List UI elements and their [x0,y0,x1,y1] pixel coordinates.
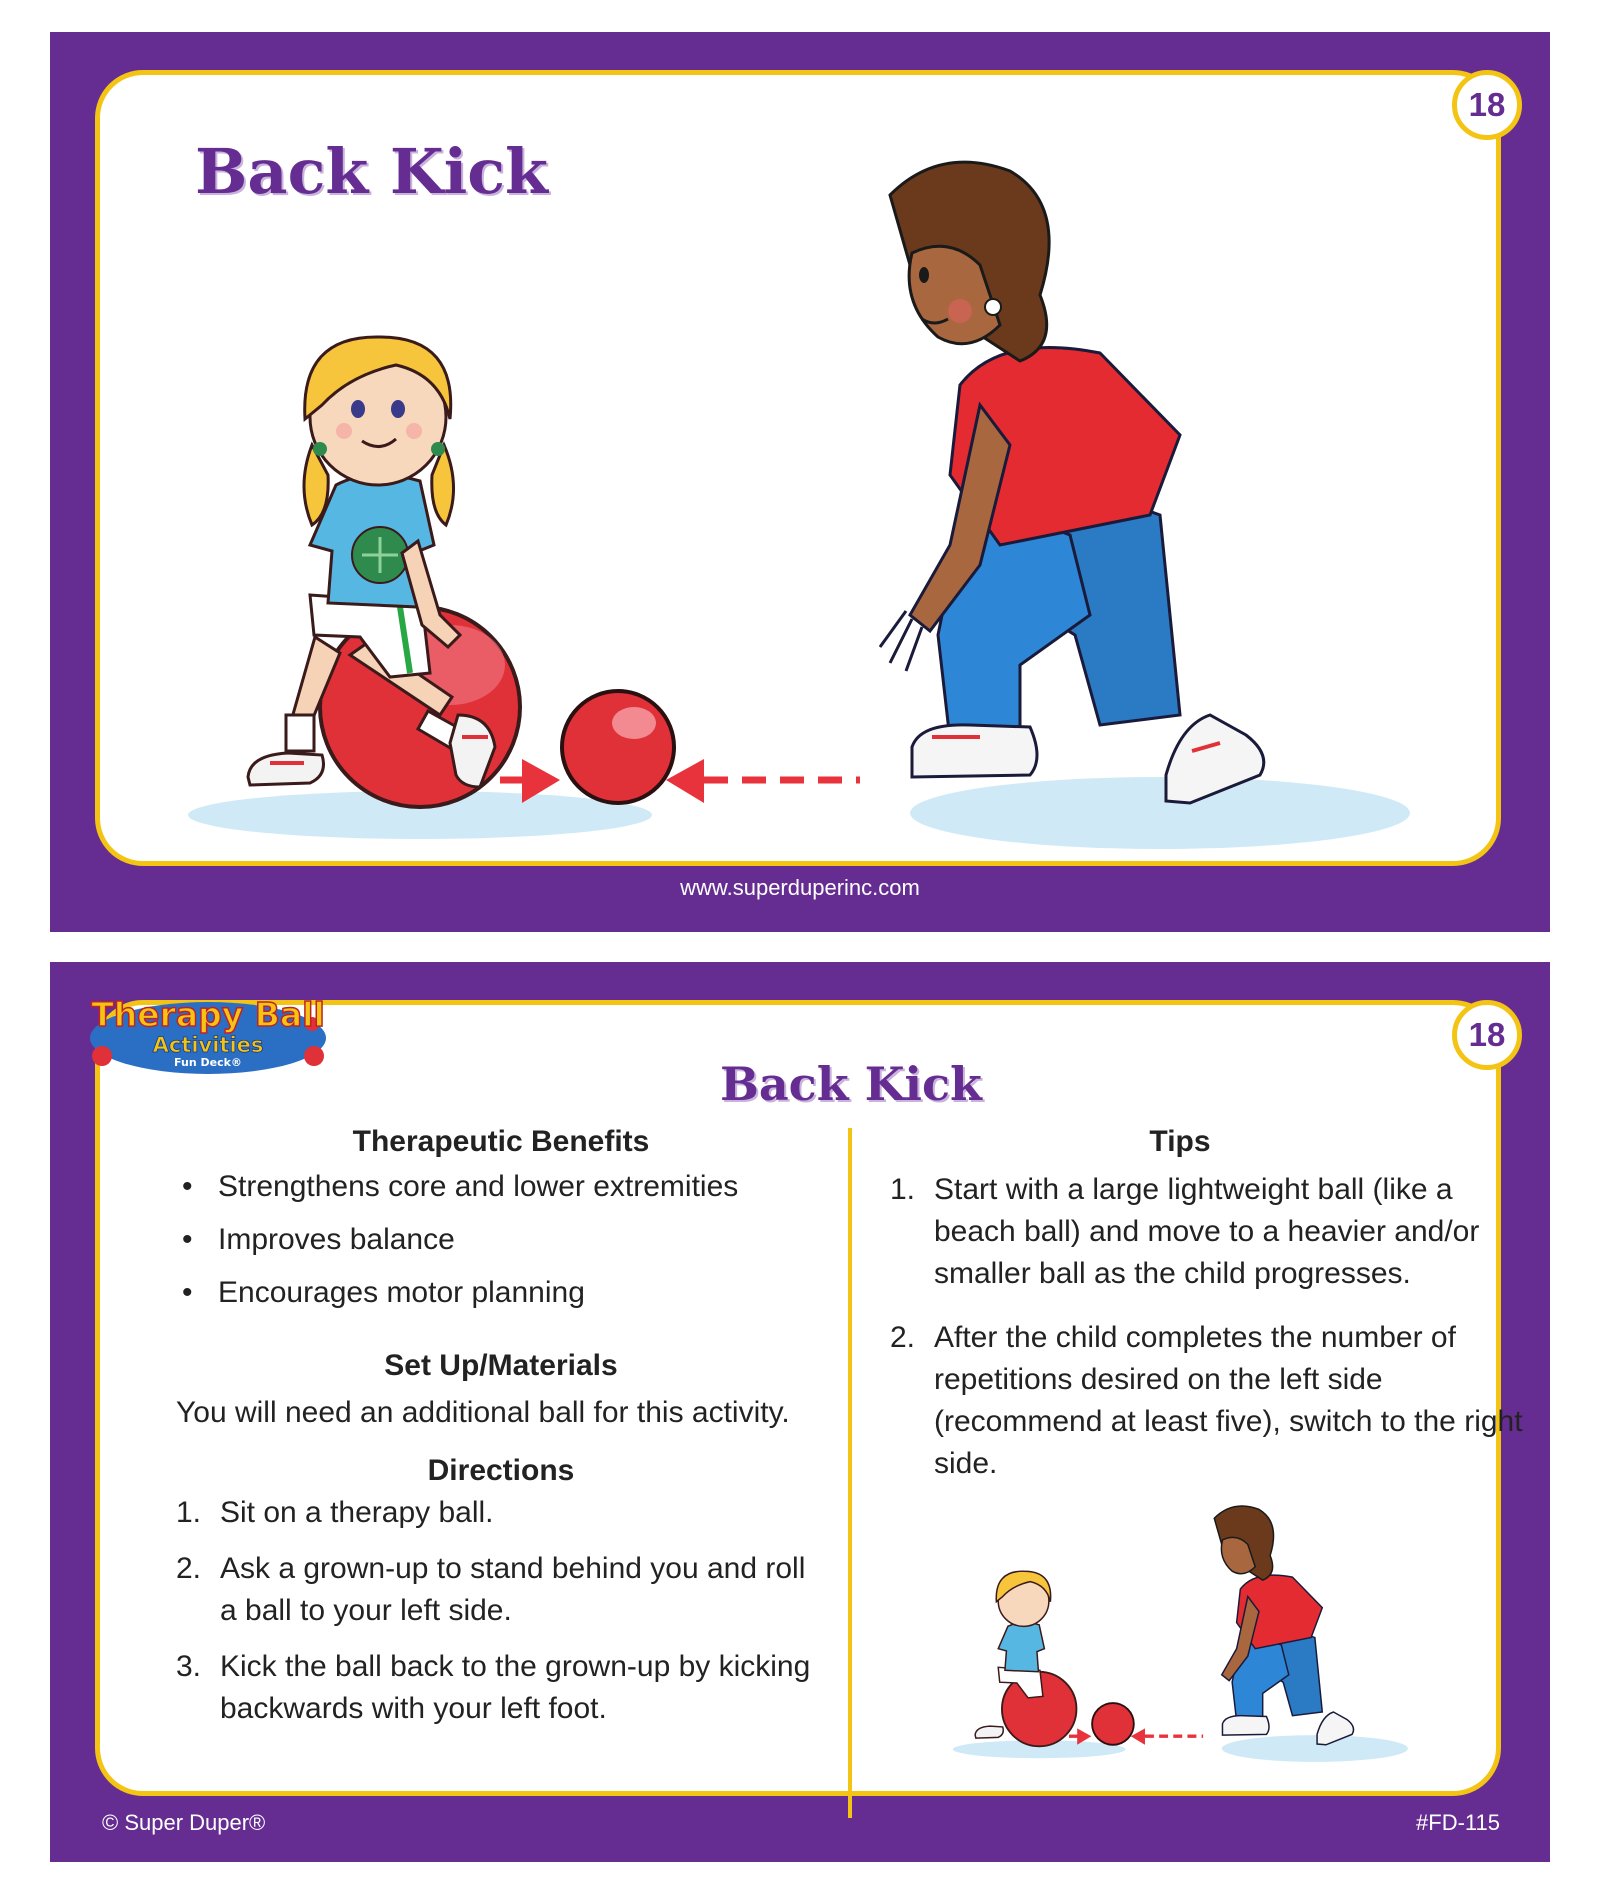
list-item: 1. Sit on a therapy ball. [176,1496,494,1529]
copyright-text: © Super Duper® [102,1810,266,1835]
website-url[interactable]: www.superduperinc.com [680,875,920,900]
floor-shadow-right [910,777,1410,849]
setup-heading: Set Up/Materials [384,1349,618,1382]
back-panel [95,1000,1523,1796]
rolling-ball [562,691,674,803]
back-kick-thumbnail [920,1460,1440,1780]
list-item: • Improves balance [176,1222,826,1258]
card-back [50,962,1550,1862]
column-divider [848,1128,852,1818]
card-number-badge: 18 [1452,70,1522,140]
card-front [50,32,1550,932]
directions-heading: Directions [427,1454,575,1487]
adult-figure [880,162,1264,803]
list-item: 2. Ask a grown-up to stand behind you and roll a ball to your left side. [176,1552,806,1627]
list-item: 3. Kick the ball back to the grown-up by kicking backwards with your left foot. [176,1650,811,1725]
product-code: #FD-115 [1416,1810,1500,1835]
card-number-badge: 18 [1452,1000,1522,1070]
therapy-ball-logo [82,986,334,1080]
list-item: • Strengthens core and lower extremities [176,1169,826,1205]
list-item: 1. Start with a large lightweight ball (like a beach ball) and move to a heavier and/or smaller ball as the child progresses. [890,1173,1480,1290]
tips-list [890,1169,1530,1485]
setup-text: You will need an additional ball for this activity. [176,1396,790,1429]
front-title: Back Kick [195,135,549,208]
logo-line1: Therapy Ball [91,995,325,1034]
back-title: Back Kick [720,1057,982,1111]
list-item: • Encourages motor planning [176,1275,826,1311]
logo-line2: Activities [152,1033,264,1057]
roll-arrow [666,759,860,803]
front-panel [95,70,1501,866]
right-column [890,1125,1590,1499]
child-figure [248,337,520,807]
tips-heading: Tips [1149,1125,1211,1158]
left-column [176,1125,826,1744]
logo-line3: Fun Deck® [174,1056,242,1069]
list-item: 2. After the child completes the number of repetitions desired on the left side (recommend at least five), switch to the right side. [890,1321,1523,1480]
back-kick-illustration [100,75,1496,861]
directions-list [176,1492,826,1730]
benefits-list [176,1169,826,1311]
benefits-heading: Therapeutic Benefits [352,1125,650,1158]
